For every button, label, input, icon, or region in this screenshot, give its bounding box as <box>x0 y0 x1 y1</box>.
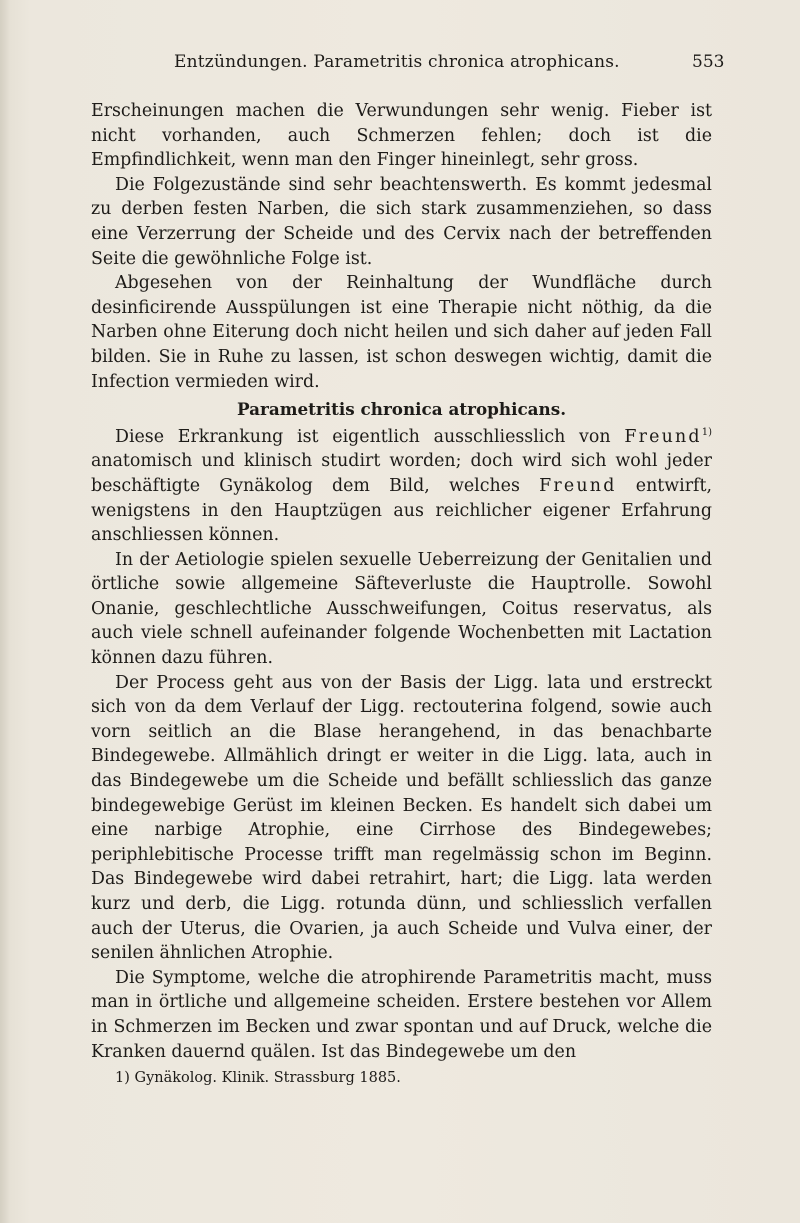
section-heading: Parametritis chronica atrophicans. <box>236 399 567 420</box>
running-header <box>0 52 800 78</box>
author-name-freund-2: Freund <box>539 475 617 496</box>
footnote: 1) Gynäkolog. Klinik. Strassburg 1885. <box>115 1070 401 1087</box>
paragraph-7: Die Symptome, welche die atrophirende Parametritis macht, muss man in örtliche und allgemeine scheiden. Erstere bestehen vor Allem in Schmerzen im Becken und zwar spontan und auf Druck, welche die Kranken dauernd quälen. Ist das Bindegewebe um den <box>91 967 712 1062</box>
paragraph-4 <box>91 425 712 548</box>
footnote-ref: 1) <box>701 426 713 438</box>
body-text <box>91 99 712 1088</box>
paragraph-3: Abgesehen von der Reinhaltung der Wundfläche durch desinficirende Ausspülungen ist eine Therapie nicht nöthig, da die Narben ohne Eiterung doch nicht heilen und sich daher auf jeden Fall bilden. Sie in Ruhe zu lassen, ist schon deswegen wichtig, damit die Infection vermieden wird. <box>91 273 712 392</box>
paragraph-4-part-a: Diese Erkrankung ist eigentlich ausschliesslich von <box>115 426 611 447</box>
author-name-freund: Freund <box>624 426 702 447</box>
paragraph-5: In der Aetiologie spielen sexuelle Ueberreizung der Genitalien und örtliche sowie allgemeine Säfteverluste die Hauptrolle. Sowohl Onanie, geschlechtliche Ausschweifungen, Coitus reservatus, als auch viele schnell aufeinander folgende Wochenbetten mit Lactation können dazu führen. <box>91 549 712 669</box>
page-number: 553 <box>692 52 725 72</box>
header-title: Entzündungen. Parametritis chronica atrophicans. <box>174 52 620 72</box>
binding-shadow <box>0 0 10 1223</box>
paragraph-4-part-b: anatomisch und klinisch studirt worden; doch wird sich wohl jeder beschäftigte Gynäkolog dem Bild, welches <box>91 451 712 496</box>
paragraph-6: Der Process geht aus von der Basis der Ligg. lata und erstreckt sich von da dem Verlauf der Ligg. rectouterina folgend, sowie auch vorn seitlich an die Blase herangehend, in das benachbarte Bindegewebe. Allmählich dringt er weiter in die Ligg. lata, auch in das Bindegewebe um die Scheide und befällt schliesslich das ganze bindegewebige Gerüst im kleinen Becken. Es handelt sich dabei um eine narbige Atrophie, eine Cirrhose des Bindegewebes; periphlebitische Processe trifft man regelmässig schon im Beginn. Das Bindegewebe wird dabei retrahirt, hart; die Ligg. lata werden kurz und derb, die Ligg. rotunda dünn, und schliesslich verfallen auch der Uterus, die Ovarien, ja auch Scheide und Vulva einer, der senilen ähnlichen Atrophie. <box>91 672 712 964</box>
paragraph-2: Die Folgezustände sind sehr beachtenswerth. Es kommt jedesmal zu derben festen Narben, die sich stark zusammenziehen, so dass eine Verzerrung der Scheide und des Cervix nach der betreffenden Seite die gewöhnliche Folge ist. <box>91 174 712 269</box>
paragraph-4-part-c: entwirft, wenigstens in den Hauptzügen aus reichlicher eigener Erfahrung anschliessen können. <box>91 475 712 546</box>
paragraph-1: Erscheinungen machen die Verwundungen sehr wenig. Fieber ist nicht vorhanden, auch Schmerzen fehlen; doch ist die Empfindlichkeit, wenn man den Finger hineinlegt, sehr gross. <box>91 101 712 171</box>
